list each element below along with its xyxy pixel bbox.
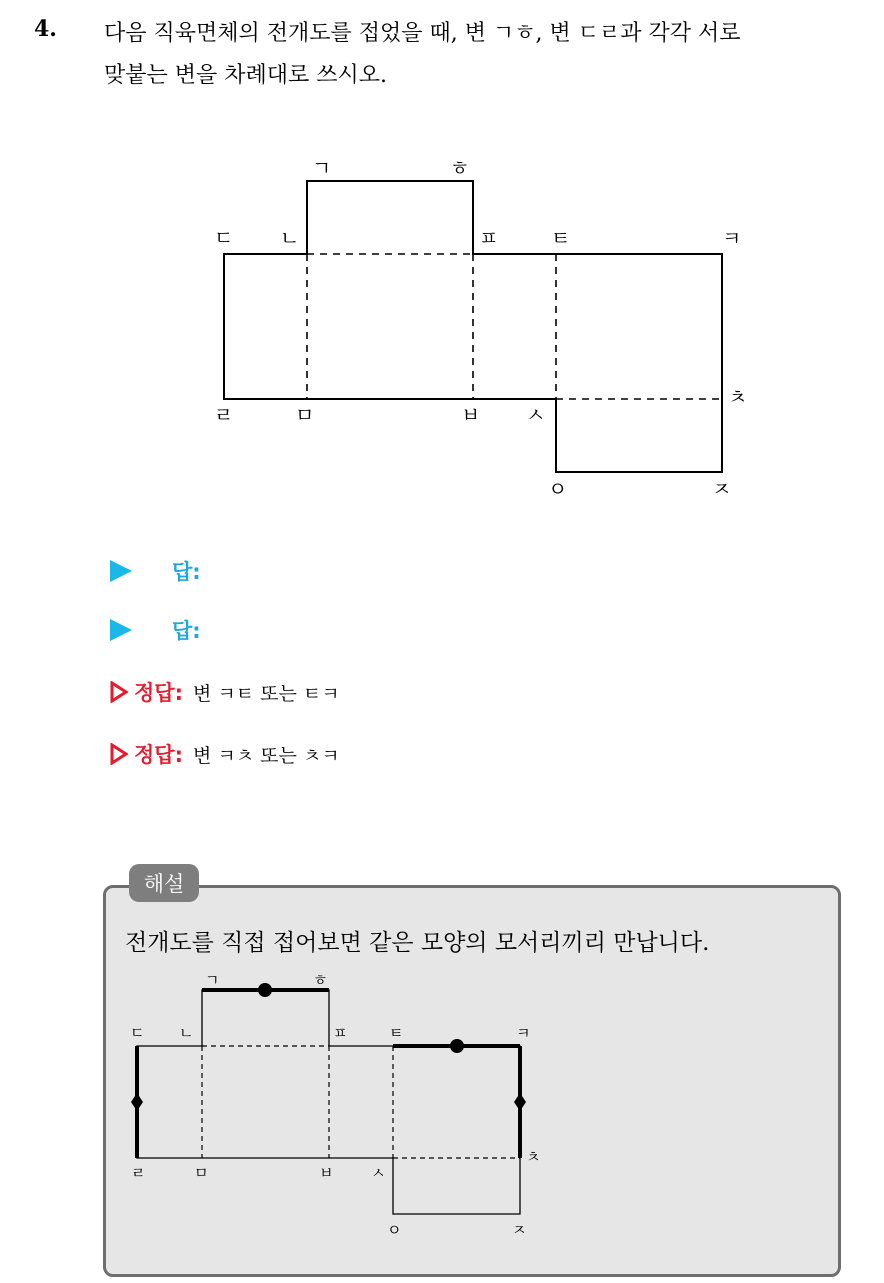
- vertex-label: ㄷ: [214, 226, 234, 250]
- vertex-label: ㅁ: [295, 403, 315, 427]
- vertex-label: ㅈ: [512, 1221, 527, 1239]
- vertex-label: ㅋ: [722, 226, 742, 250]
- answer-row-2: [110, 613, 201, 647]
- answer-row-1: [110, 554, 201, 588]
- net-outline-solid: [224, 181, 722, 472]
- vertex-label: ㅌ: [389, 1024, 404, 1042]
- answer-label: 답:: [172, 560, 201, 584]
- correct-answer-row-1: [110, 675, 340, 709]
- vertex-label: ㄱ: [205, 971, 220, 989]
- correct-answer-label: 정답:: [134, 743, 183, 767]
- outline-triangle-icon: [110, 743, 128, 765]
- vertex-label: ㄴ: [179, 1024, 194, 1042]
- edge-circle-marker: [258, 983, 272, 997]
- explanation-text: 전개도를 직접 접어보면 같은 모양의 모서리끼리 만납니다.: [125, 930, 710, 956]
- outline-triangle-icon: [110, 681, 128, 703]
- vertex-label: ㅍ: [479, 226, 499, 250]
- vertex-label: ㅇ: [387, 1221, 402, 1239]
- vertex-label: ㅊ: [526, 1148, 541, 1166]
- correct-answer-label: 정답:: [134, 681, 183, 705]
- vertex-label: ㅂ: [461, 403, 481, 427]
- cuboid-net-diagram: [0, 0, 884, 520]
- vertex-label: ㄹ: [214, 403, 234, 427]
- vertex-label: ㅁ: [194, 1164, 209, 1182]
- correct-answer-text: 변 ㅋㅊ 또는 ㅊㅋ: [192, 744, 340, 767]
- explanation-net-diagram: [0, 960, 884, 1250]
- explanation-tab: 해설: [129, 864, 199, 902]
- vertex-label: ㅂ: [319, 1164, 334, 1182]
- vertex-label: ㄴ: [280, 226, 300, 250]
- edge-diamond-marker: [131, 1093, 143, 1111]
- correct-answer-text: 변 ㅋㅌ 또는 ㅌㅋ: [192, 682, 340, 705]
- question-text-line-2: 맞붙는 변을 차례대로 쓰시오.: [104, 63, 387, 88]
- vertex-label: ㅈ: [712, 477, 732, 501]
- vertex-label: ㅌ: [551, 226, 571, 250]
- vertex-label: ㅅ: [526, 403, 546, 427]
- vertex-label: ㅎ: [313, 971, 328, 989]
- question-number: 4.: [34, 16, 57, 42]
- vertex-label: ㅍ: [333, 1024, 348, 1042]
- edge-diamond-marker: [514, 1093, 526, 1111]
- vertex-label: ㅅ: [371, 1164, 386, 1182]
- question-text-line-1: 다음 직육면체의 전개도를 접었을 때, 변 ㄱㅎ, 변 ㄷㄹ과 각각 서로: [104, 21, 741, 46]
- edge-circle-marker: [450, 1039, 464, 1053]
- correct-answer-row-2: [110, 737, 340, 771]
- answer-label: 답:: [172, 619, 201, 643]
- vertex-label: ㄹ: [131, 1164, 146, 1182]
- vertex-label: ㅋ: [516, 1024, 531, 1042]
- vertex-label: ㅊ: [728, 385, 748, 409]
- vertex-label: ㄱ: [312, 156, 332, 180]
- vertex-label: ㅎ: [450, 156, 470, 180]
- vertex-label: ㅇ: [548, 477, 568, 501]
- vertex-label: ㄷ: [130, 1024, 145, 1042]
- play-triangle-icon: [110, 560, 132, 582]
- play-triangle-icon: [110, 619, 132, 641]
